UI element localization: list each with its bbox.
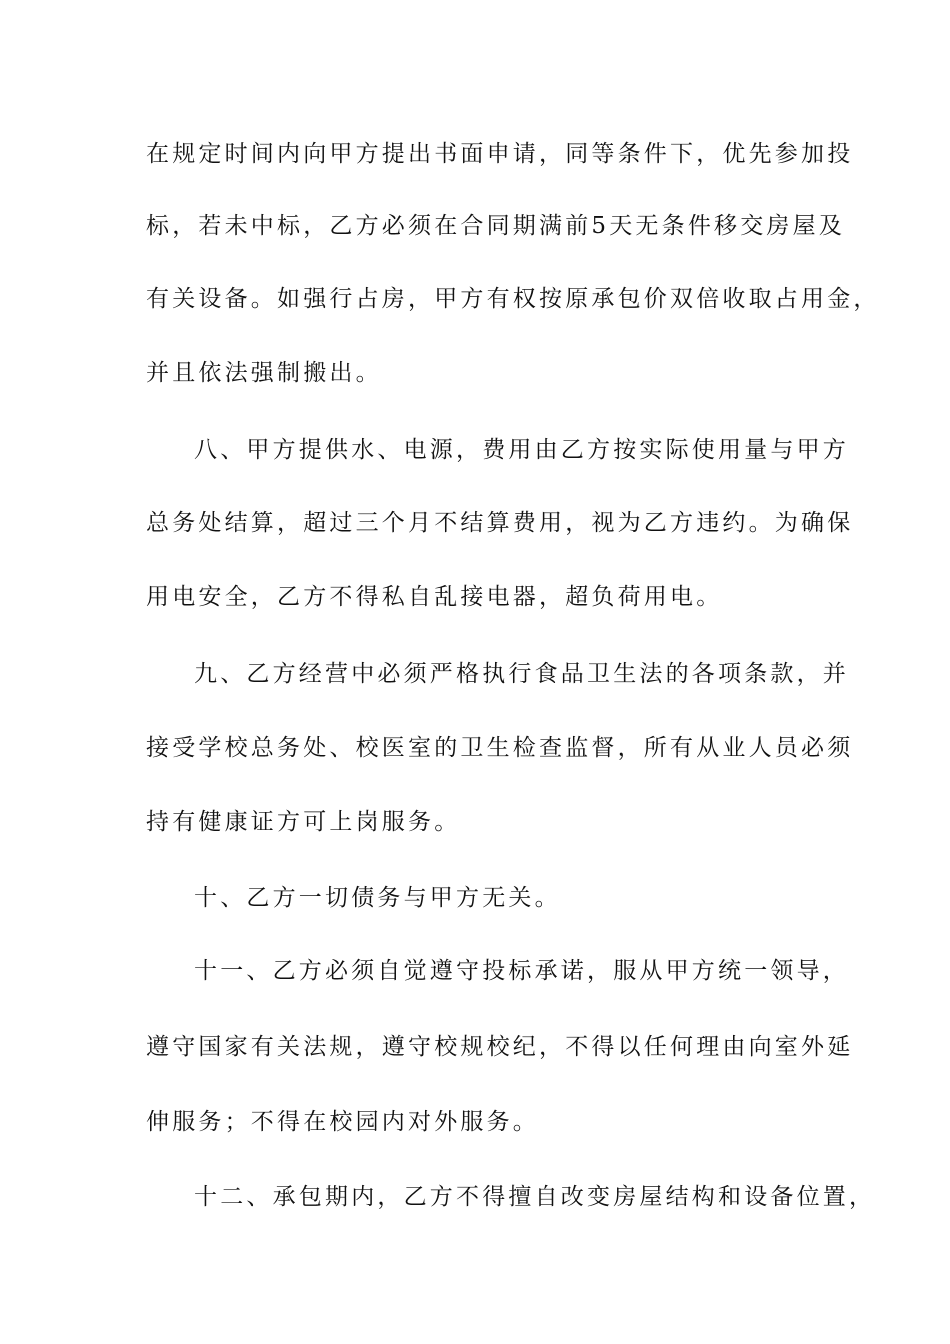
clause-12-first-line: 十二、承包期内，乙方不得擅自改变房屋结构和设备位置， xyxy=(194,1184,876,1210)
paragraph-line: 接受学校总务处、校医室的卫生检查监督，所有从业人员必须 xyxy=(146,735,854,761)
paragraph-line: 在规定时间内向甲方提出书面申请，同等条件下，优先参加投 xyxy=(146,141,854,167)
paragraph-line: 标，若未中标，乙方必须在合同期满前5天无条件移交房屋及 xyxy=(146,213,846,239)
clause-11-first-line: 十一、乙方必须自觉遵守投标承诺，服从甲方统一领导， xyxy=(194,958,849,984)
paragraph-line: 遵守国家有关法规，遵守校规校纪，不得以任何理由向室外延 xyxy=(146,1034,854,1060)
paragraph-line: 持有健康证方可上岗服务。 xyxy=(146,809,461,835)
paragraph-line: 伸服务；不得在校园内对外服务。 xyxy=(146,1109,539,1135)
clause-8-first-line: 八、甲方提供水、电源，费用由乙方按实际使用量与甲方 xyxy=(194,437,849,463)
paragraph-line: 有关设备。如强行占房，甲方有权按原承包价双倍收取占用金， xyxy=(146,286,880,312)
clause-10-line: 十、乙方一切债务与甲方无关。 xyxy=(194,885,561,911)
paragraph-line: 总务处结算，超过三个月不结算费用，视为乙方违约。为确保 xyxy=(146,510,854,536)
clause-9-first-line: 九、乙方经营中必须严格执行食品卫生法的各项条款，并 xyxy=(194,661,849,687)
paragraph-line: 并且依法强制搬出。 xyxy=(146,360,382,386)
paragraph-line: 用电安全，乙方不得私自乱接电器，超负荷用电。 xyxy=(146,584,723,610)
